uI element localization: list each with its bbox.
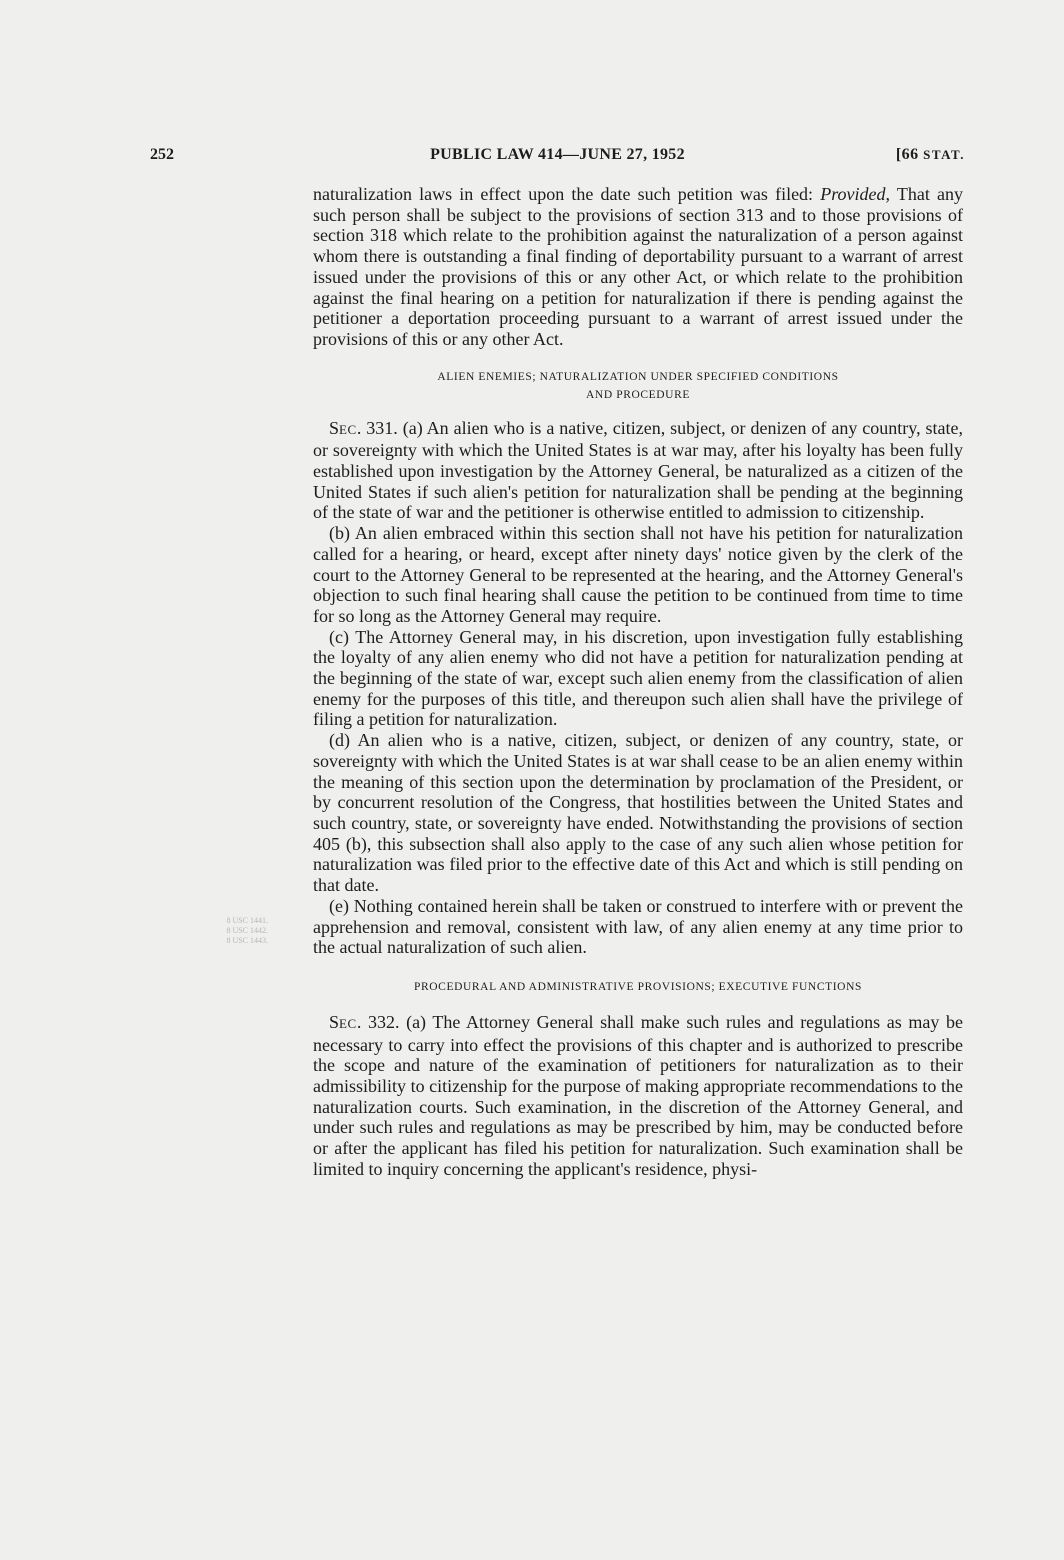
section-heading-332 <box>313 978 963 996</box>
opening-text-2: , That any such person shall be subject to the provisions of section 313 and to those provisions of section 318 which relate to the prohibition against the naturalization of a person against whom there is outstanding a final finding of deportability pursuant to a warrant of arrest issued under the provisions of this or any other Act, or which relate to the prohibition against the final hearing on a petition for naturalization if there is pending against the petitioner a deportation proceeding pursuant to a warrant of arrest issued under the provisions of this or any other Act. <box>313 184 963 349</box>
sec-331-paragraph-a <box>313 418 963 524</box>
page-number: 252 <box>150 146 174 163</box>
margin-note-line: 8 USC 1441. <box>226 916 268 925</box>
heading-331-line-2: AND PROCEDURE <box>586 388 690 401</box>
statute-label: STAT. <box>923 147 965 162</box>
running-title: PUBLIC LAW 414—JUNE 27, 1952 <box>430 146 685 163</box>
statute-bracket: [66 <box>895 146 924 163</box>
heading-332-line-1: PROCEDURAL AND ADMINISTRATIVE PROVISIONS; EXECUTIVE FUNCTIONS <box>414 980 862 993</box>
opening-paragraph <box>313 184 963 350</box>
sec-331-paragraph-c: (c) The Attorney General may, in his discretion, upon investigation fully establishing the loyalty of any alien enemy who did not have a petition for naturalization pending at the beginning of the state of war, except such alien enemy from the classification of alien enemy for the purposes of this title, and thereupon such alien shall have the privilege of filing a petition for naturalization. <box>313 626 963 730</box>
page-header <box>150 146 965 168</box>
sec-332-paragraph-a <box>313 1012 963 1180</box>
sec-332-label: SEC. 332. <box>329 1011 407 1032</box>
margin-note-line: 8 USC 1442. <box>226 926 268 935</box>
statute-reference <box>896 146 965 164</box>
provided-word: Provided <box>820 184 886 204</box>
body-text <box>313 184 963 1180</box>
section-heading-331 <box>313 368 963 404</box>
sec-331-paragraph-e: (e) Nothing contained herein shall be taken or construed to interfere with or prevent the apprehension and removal, consistent with law, of any alien enemy at any time prior to the actual naturalization of such alien. <box>313 895 963 958</box>
margin-note <box>178 916 268 946</box>
sec-331-paragraph-b: (b) An alien embraced within this section shall not have his petition for naturalization called for a hearing, or heard, except after ninety days' notice given by the clerk of the court to the Attorney General to be represented at the hearing, and the Attorney General's objection to such final hearing shall cause the petition to be continued from time to time for so long as the Attorney General may require. <box>313 523 963 626</box>
sec-332-a-text: (a) The Attorney General shall make such rules and regulations as may be necessary to carry into effect the provisions of this chapter and is authorized to prescribe the scope and nature of the examination of petitioners for naturalization as to their admissibility to citizenship for the purpose of making appropriate recommendations to the naturalization courts. Such examination, in the discretion of the Attorney General, and under such rules and regulations as may be prescribed by him, may be conducted before or after the applicant has filed his petition for naturalization. Such examination shall be limited to inquiry concerning the applicant's residence, physi- <box>313 1011 964 1179</box>
sec-331-label: SEC. 331. <box>329 417 403 438</box>
margin-note-line: 8 USC 1443. <box>226 936 268 945</box>
opening-text-1: naturalization laws in effect upon the date such petition was filed: <box>313 184 821 204</box>
sec-331-a-text: (a) An alien who is a native, citizen, subject, or denizen of any country, state, or sovereignty with which the United States is at war may, after his loyalty has been fully established upon investigation by the Attorney General, be naturalized as a citizen of the United States if such alien's petition for naturalization shall be pending at the beginning of the state of war and the petitioner is otherwise entitled to admission to citizenship. <box>313 417 963 523</box>
heading-331-line-1: ALIEN ENEMIES; NATURALIZATION UNDER SPECIFIED CONDITIONS <box>437 370 839 383</box>
sec-331-paragraph-d: (d) An alien who is a native, citizen, subject, or denizen of any country, state, or sovereignty with which the United States is at war shall cease to be an alien enemy within the meaning of this section upon the determination by proclamation of the President, or by concurrent resolution of the Congress, that hostilities between the United States and such country, state, or sovereignty have ended. Notwithstanding the provisions of section 405 (b), this subsection shall also apply to the case of any such alien whose petition for naturalization was filed prior to the effective date of this Act and which is still pending on that date. <box>313 730 963 896</box>
